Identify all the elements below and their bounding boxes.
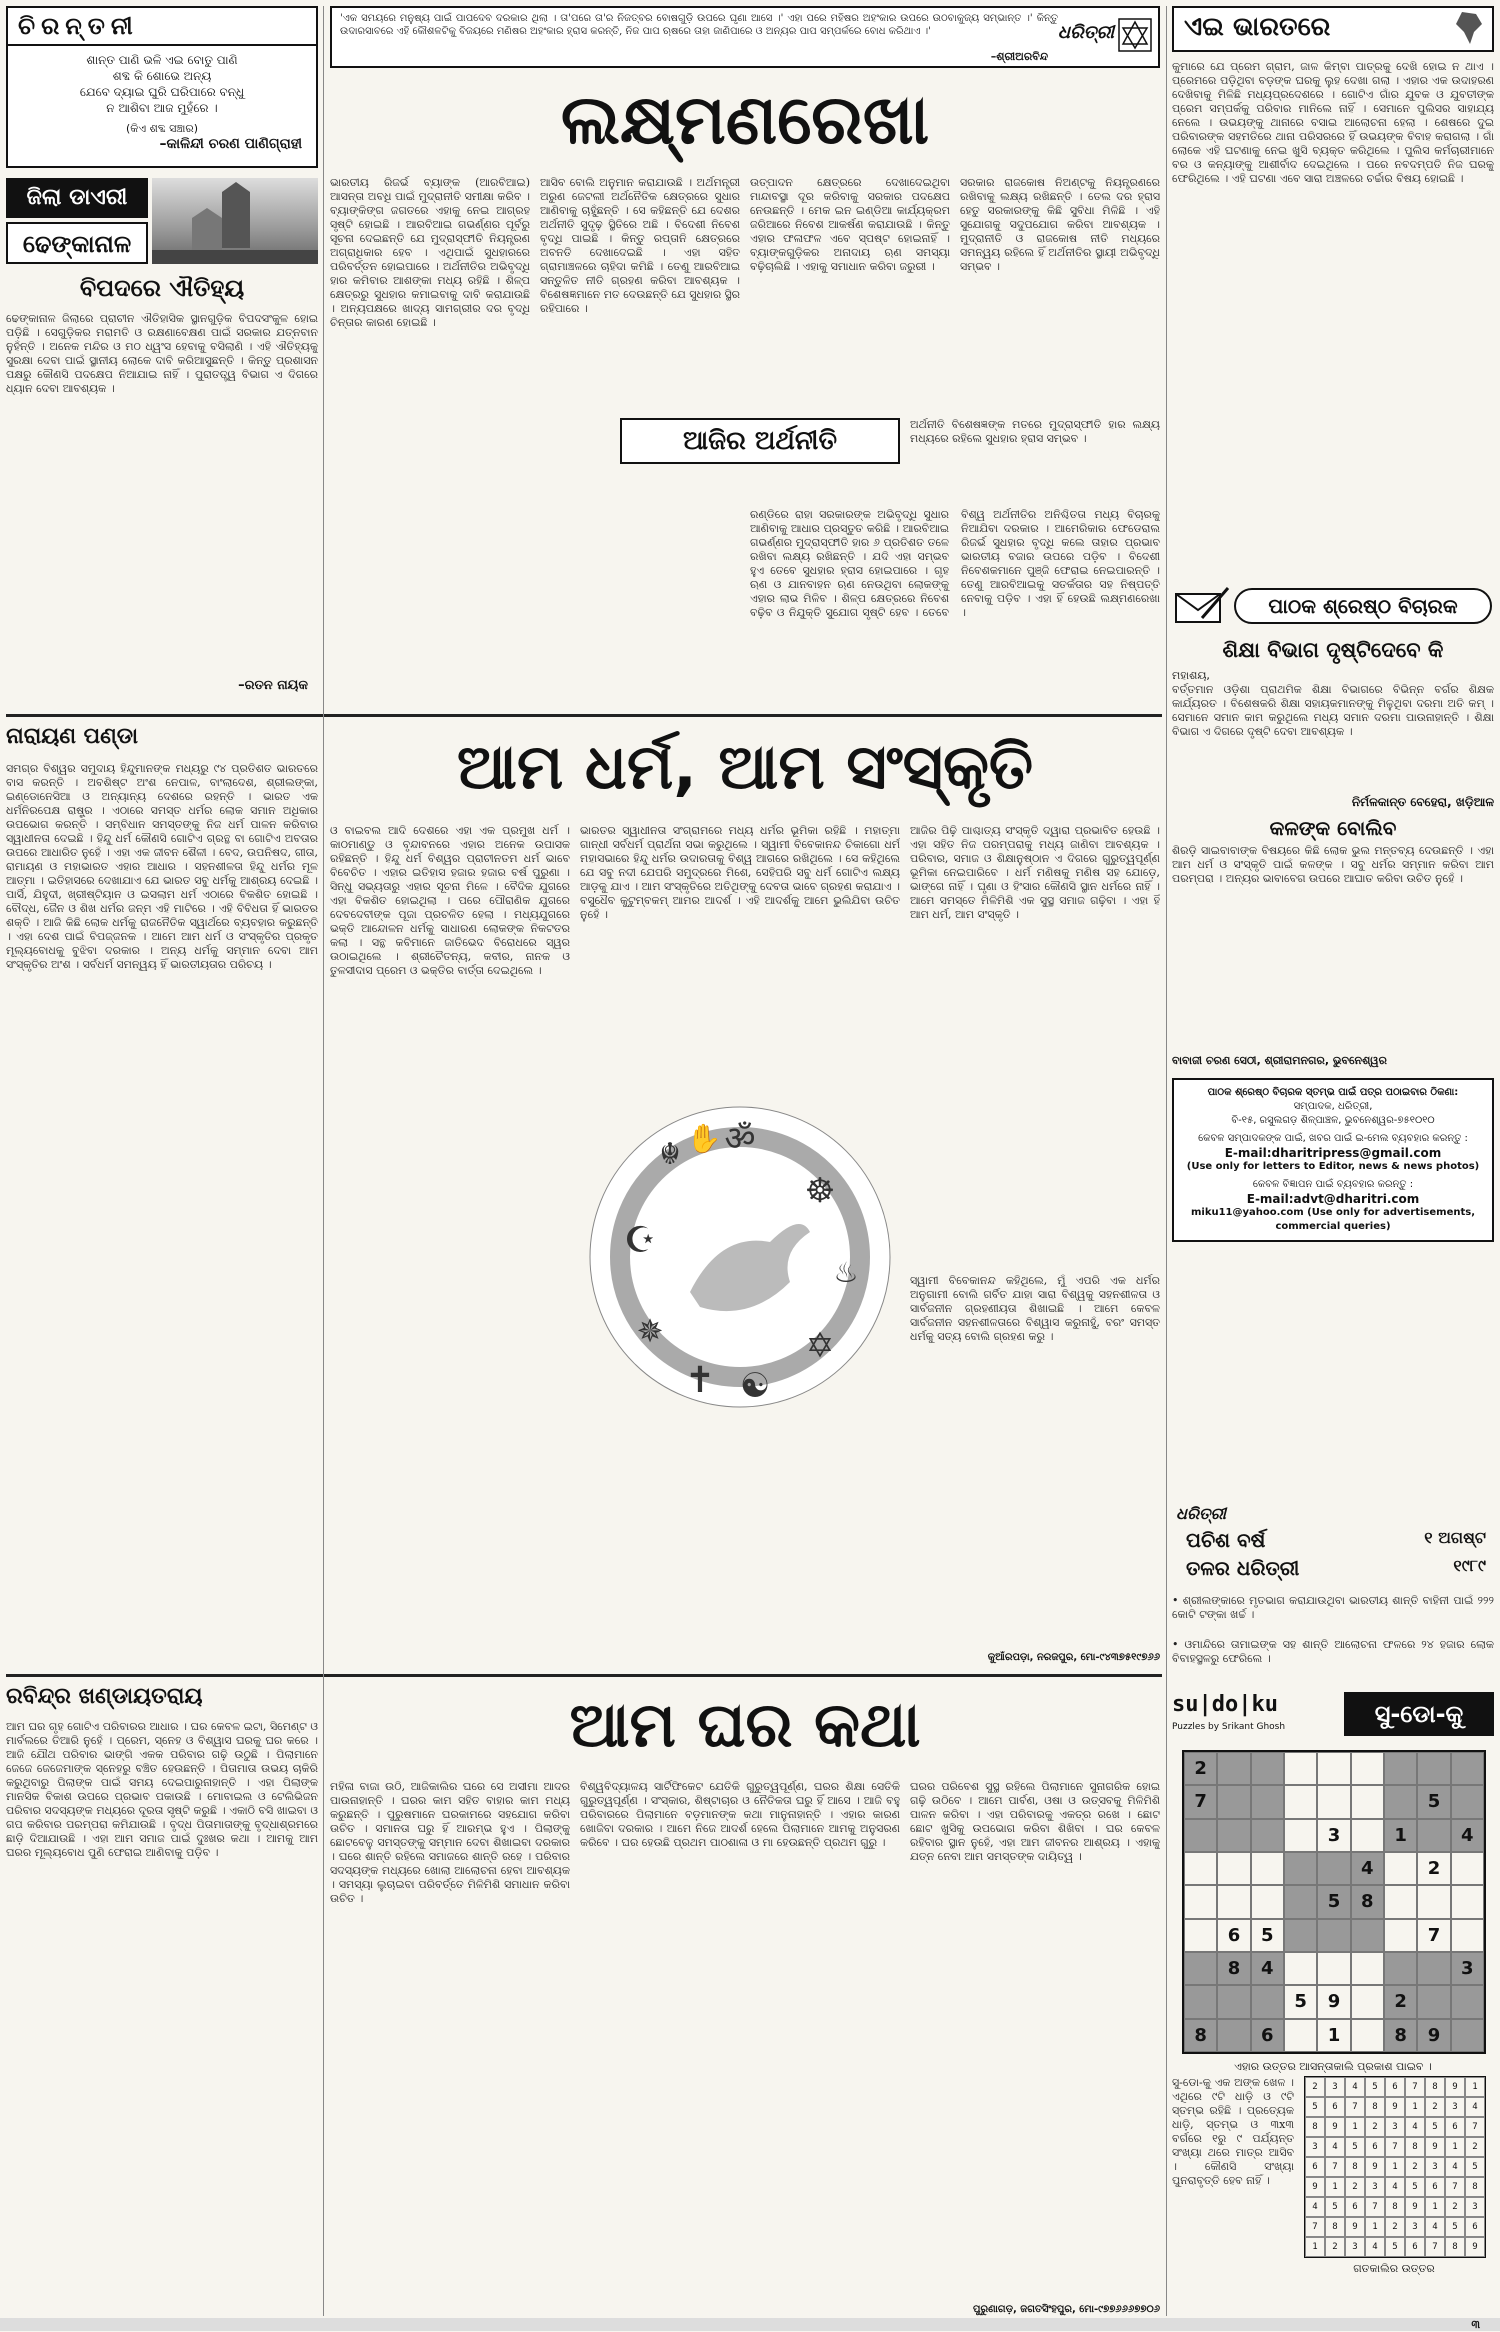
solution-cell: 4	[1405, 2117, 1425, 2137]
solution-cell: 8	[1385, 2197, 1405, 2217]
rabindra-place: ପୁରୁଣାଗଡ଼, ଜଗତସିଂହପୁର, ମୋ-୯୭୭୬୬୬୭୭୦୬	[973, 2304, 1160, 2315]
chirantani-source: (କିଏ ଶବ୍ଦ ସଞ୍ଚାର)	[125, 122, 199, 135]
solution-cell: 5	[1425, 2117, 1445, 2137]
solution-cell: 3	[1405, 2217, 1425, 2237]
sudoku-cell[interactable]	[1317, 1919, 1350, 1952]
lakshmanarekha-lower: ରଣ୍ଡିରେ ରାହା ସରକାରଙ୍କ ଅଭିବୃଦ୍ଧି ସୁଧାର ଆଣିବାକୁ ଆଧାର ପ୍ରସ୍ତୁତ କରିଛି । ଆରବିଆଇ ଗଭର୍ଣ୍ଣର ମୁଦ୍ରାସ୍ଫୀତି ହାର ୬ ପ୍ରତିଶତ ତଳେ ରଖିବା ଲକ୍ଷ୍ୟ ରଖିଛନ୍ତି । ଯଦି ଏହା ସମ୍ଭବ ହୁଏ ତେବେ ସୁଧହାର ହ୍ରାସ ହୋଇପାରେ । ଗୃହ ଋଣ ଓ ଯାନବାହନ ଋଣ ନେଉଥିବା ଲୋକଙ୍କୁ ଏହାର ଲାଭ ମିଳିବ । ଶିଳ୍ପ କ୍ଷେତ୍ରରେ ନିବେଶ ବଢ଼ିବ ଓ ନିଯୁକ୍ତି ସୁଯୋଗ ସୃଷ୍ଟି ହେବ । ତେବେ ବିଶ୍ୱ ଅର୍ଥନୀତିର ଅନିଶ୍ଚିତତା ମଧ୍ୟ ବିଚାରକୁ ନିଆଯିବା ଦରକାର । ଆମେରିକାର ଫେଡେରାଲ ରିଜର୍ଭ ସୁଧହାର ବୃଦ୍ଧି କଲେ ତାହାର ପ୍ରଭାବ ଭାରତୀୟ ବଜାର ଉପରେ ପଡ଼ିବ । ବିଦେଶୀ ନିବେଶକମାନେ ପୁଞ୍ଜି ଫେରାଇ ନେଇପାରନ୍ତି । ତେଣୁ ଆରବିଆଇକୁ ସତର୍କତାର ସହ ନିଷ୍ପତ୍ତି ନେବାକୁ ପଡ଼ିବ । ଏହା ହିଁ ହେଉଛି ଲକ୍ଷ୍ମଣରେଖା ।	[750, 508, 1160, 619]
sudoku-cell[interactable]: 8	[1384, 2019, 1417, 2052]
sudoku-cell[interactable]	[1451, 1919, 1484, 1952]
sudoku-cell[interactable]	[1417, 1985, 1450, 2018]
sudoku-cell[interactable]	[1284, 1852, 1317, 1885]
narayan-col3: ଭାରତର ସ୍ୱାଧୀନତା ସଂଗ୍ରାମରେ ମଧ୍ୟ ଧର୍ମର ଭୂମିକା ରହିଛି । ମହାତ୍ମା ଗାନ୍ଧୀ ସର୍ବଧର୍ମ ପ୍ରାର୍ଥନା ସଭା କରୁଥିଲେ । ସ୍ୱାମୀ ବିବେକାନନ୍ଦ ଚିକାଗୋ ଧର୍ମ ମହାସଭାରେ ହିନ୍ଦୁ ଧର୍ମର ଉଦାରତାକୁ ବିଶ୍ୱ ଆଗରେ ରଖିଥିଲେ । ସେ କହିଥିଲେ ଯେ ସବୁ ନଦୀ ଯେପରି ସମୁଦ୍ରରେ ମିଶେ, ସେହିପରି ସବୁ ଧର୍ମ ଗୋଟିଏ ଲକ୍ଷ୍ୟ ଆଡ଼କୁ ଯାଏ । ଆମ ସଂସ୍କୃତିରେ ଅତିଥିଙ୍କୁ ଦେବତା ଭାବେ ଗ୍ରହଣ କରାଯାଏ । ବସୁଧୈବ କୁଟୁମ୍ବକମ୍ ଆମର ଆଦର୍ଶ । ଏହି ଆଦର୍ଶକୁ ଆମେ ଭୁଲିଯିବା ଉଚିତ ନୁହେଁ ।	[580, 824, 900, 921]
sudoku-cell[interactable]	[1217, 1885, 1250, 1918]
email-editor[interactable]: E-mail:dharitripress@gmail.com	[1224, 1146, 1442, 1160]
sudoku-cell[interactable]	[1351, 1752, 1384, 1785]
sudoku-cell[interactable]	[1284, 1952, 1317, 1985]
anniversary-date1: ୧ ଅଗଷ୍ଟ	[1424, 1528, 1486, 1547]
pathaka-sign1: ନିର୍ମଳକାନ୍ତ ବେହେରା, ଖଡ଼ିଆଳ	[1351, 795, 1494, 809]
dharma-headline: ଆମ ଧର୍ମ, ଆମ ସଂସ୍କୃତି	[456, 730, 1034, 803]
section-rule-ghara	[6, 1674, 1162, 1677]
solution-cell: 7	[1445, 2177, 1465, 2197]
pathaka-address-box	[1172, 1078, 1494, 1242]
pathaka-headline: ଶିକ୍ଷା ବିଭାଗ ଦୃଷ୍ଟିଦେବେ କି	[1222, 638, 1444, 662]
pathaka-header	[1172, 584, 1494, 628]
sudoku-cell[interactable]	[1251, 1785, 1284, 1818]
solution-cell: 6	[1425, 2177, 1445, 2197]
sudoku-cell[interactable]: 1	[1317, 2019, 1350, 2052]
solution-cell: 3	[1305, 2137, 1325, 2157]
dharitri-logo: ଧରିତ୍ରୀ	[1057, 22, 1114, 43]
sudoku-cell[interactable]	[1317, 1952, 1350, 1985]
solution-cell: 8	[1345, 2157, 1365, 2177]
sudoku-cell[interactable]	[1384, 1852, 1417, 1885]
sudoku-cell[interactable]	[1284, 2019, 1317, 2052]
religious-symbols-wheel	[580, 1092, 900, 1422]
sudoku-cell[interactable]	[1317, 1785, 1350, 1818]
sudoku-subbrand: Puzzles by Srikant Ghosh	[1172, 1722, 1286, 1732]
sudoku-cell[interactable]: 7	[1417, 1919, 1450, 1952]
lakshmanarekha-headline: ଲକ୍ଷ୍ମଣରେଖା	[560, 81, 930, 160]
solution-cell: 1	[1385, 2157, 1405, 2177]
solution-cell: 2	[1425, 2097, 1445, 2117]
solution-cell: 4	[1445, 2157, 1465, 2177]
sudoku-footer: ଏହାର ଉତ୍ତର ଆସନ୍ତାକାଲି ପ୍ରକାଶ ପାଇବ ।	[1234, 2060, 1432, 2073]
solution-cell: 6	[1405, 2237, 1425, 2257]
pathaka-sign2: ବାବାଜୀ ଚରଣ ସେଠୀ, ଶ୍ରୀରାମନଗର, ଭୁବନେଶ୍ୱର	[1172, 1054, 1387, 1067]
solution-cell: 5	[1325, 2197, 1345, 2217]
solution-cell: 1	[1425, 2197, 1445, 2217]
lakshmanarekha-col3: ଉତ୍ପାଦନ କ୍ଷେତ୍ରରେ ଦେଖାଦେଇଥିବା ମାନ୍ଦାବସ୍ଥା ଦୂର କରିବାକୁ ସରକାର ପଦକ୍ଷେପ ନେଉଛନ୍ତି । ମେକ ଇନ ଇଣ୍ଡିଆ କାର୍ଯ୍ୟକ୍ରମ ଜରିଆରେ ନିବେଶ ଆକର୍ଷଣ କରାଯାଉଛି । କିନ୍ତୁ ଏହାର ଫଳାଫଳ ଏବେ ସ୍ପଷ୍ଟ ହୋଇନାହିଁ । ବ୍ୟାଙ୍କଗୁଡ଼ିକର ଅନାଦାୟ ଋଣ ସମସ୍ୟା ବଢ଼ିଚାଲିଛି । ଏହାକୁ ସମାଧାନ କରିବା ଜରୁରୀ ।	[750, 176, 950, 273]
sudoku-cell[interactable]	[1251, 1819, 1284, 1852]
sudoku-cell[interactable]	[1251, 1752, 1284, 1785]
solution-cell: 4	[1345, 2077, 1365, 2097]
ghara-headline: ଆମ ଘର କଥା	[569, 1688, 921, 1761]
solution-cell: 7	[1425, 2237, 1445, 2257]
temple-photo	[152, 178, 318, 264]
email-note2: କେବଳ ବିଜ୍ଞାପନ ପାଇଁ ବ୍ୟବହାର କରନ୍ତୁ :	[1252, 1179, 1414, 1190]
sudoku-cell[interactable]: 8	[1351, 1885, 1384, 1918]
pen-letter-icon	[1172, 584, 1230, 628]
sudoku-cell[interactable]	[1451, 1852, 1484, 1885]
jilla-diary-label: ଜିଲା ଡାଏରୀ	[6, 178, 148, 218]
sudoku-cell[interactable]	[1351, 2019, 1384, 2052]
chirantani-author: –କାଳିନ୍ଦୀ ଚରଣ ପାଣିଗ୍ରାହୀ	[159, 136, 302, 152]
pathaka-headline2: କଳଙ୍କ ବୋଲିବ	[1269, 816, 1397, 840]
narayan-place: କୁଆଁରପଡ଼ା, ନରଜପୁର, ମୋ-୯୪୩୭୫୧୯୭୬୬	[987, 1652, 1160, 1663]
address-intro: ପାଠକ ଶ୍ରେଷ୍ଠ ବିଚାରକ ସ୍ତମ୍ଭ ପାଇଁ ପତ୍ର ପଠାଇବାର ଠିକଣା:	[1207, 1087, 1459, 1098]
sudoku-cell[interactable]	[1217, 1852, 1250, 1885]
sudoku-solution-grid	[1304, 2076, 1486, 2258]
sudoku-cell[interactable]	[1384, 1952, 1417, 1985]
yin-yang-icon: ☯	[739, 1366, 771, 1406]
section-rule-dharma	[6, 714, 1162, 717]
solution-cell: 3	[1385, 2117, 1405, 2137]
solution-cell: 3	[1465, 2197, 1485, 2217]
solution-cell: 5	[1345, 2137, 1365, 2157]
solution-cell: 4	[1425, 2217, 1445, 2237]
solution-cell: 3	[1445, 2097, 1465, 2117]
jilla-diary-headline: ବିପଦରେ ଐତିହ୍ୟ	[79, 274, 245, 302]
solution-cell: 5	[1385, 2237, 1405, 2257]
sudoku-cell[interactable]	[1451, 1752, 1484, 1785]
solution-cell: 7	[1325, 2157, 1345, 2177]
sudoku-cell[interactable]: 5	[1417, 1785, 1450, 1818]
sudoku-cell[interactable]	[1417, 1819, 1450, 1852]
solution-cell: 6	[1385, 2077, 1405, 2097]
khanda-icon: ☬	[659, 1137, 681, 1172]
sudoku-cell[interactable]: 4	[1451, 1819, 1484, 1852]
page-footer	[0, 2318, 1500, 2331]
solution-cell: 9	[1305, 2177, 1325, 2197]
narayan-col4: ଆଜିର ପିଢ଼ି ପାଶ୍ଚାତ୍ୟ ସଂସ୍କୃତି ଦ୍ୱାରା ପ୍ରଭାବିତ ହେଉଛି । ଏହା ସହିତ ନିଜ ପରମ୍ପରାକୁ ମଧ୍ୟ ଜାଣିବା ଆବଶ୍ୟକ । ପରିବାର, ସମାଜ ଓ ଶିକ୍ଷାନୁଷ୍ଠାନ ଏ ଦିଗରେ ଗୁରୁତ୍ୱପୂର୍ଣ୍ଣ ଭୂମିକା ନେଇପାରିବେ । ଧର୍ମ ମଣିଷକୁ ମଣିଷ ସହ ଯୋଡ଼େ, ଭାଙ୍ଗେ ନାହିଁ । ଘୃଣା ଓ ହିଂସାର କୌଣସି ସ୍ଥାନ ଧର୍ମରେ ନାହିଁ । ଆମେ ସମସ୍ତେ ମିଳିମିଶି ଏକ ସୁସ୍ଥ ସମାଜ ଗଢ଼ିବା । ଏହା ହିଁ ଆମ ଧର୍ମ, ଆମ ସଂସ୍କୃତି ।	[910, 824, 1160, 921]
sudoku-cell[interactable]: 2	[1184, 1752, 1217, 1785]
solution-cell: 3	[1365, 2177, 1385, 2197]
ei-bharatare-title: ଏଇ ଭାରତରେ	[1184, 12, 1331, 42]
solution-cell: 1	[1445, 2137, 1465, 2157]
sudoku-cell[interactable]: 9	[1417, 2019, 1450, 2052]
sudoku-cell[interactable]	[1317, 1752, 1350, 1785]
anniversary-logo: ଧରିତ୍ରୀ	[1176, 1504, 1226, 1523]
sudoku-cell[interactable]	[1384, 1785, 1417, 1818]
solution-cell: 5	[1445, 2217, 1465, 2237]
solution-cell: 1	[1465, 2077, 1485, 2097]
sudoku-cell[interactable]	[1184, 1885, 1217, 1918]
page-number: ୩	[1471, 2318, 1480, 2331]
solution-cell: 6	[1465, 2217, 1485, 2237]
pathaka-label: ପାଠକ ଶ୍ରେଷ୍ଠ ବିଚାରକ	[1234, 588, 1492, 624]
solution-cell: 6	[1305, 2157, 1325, 2177]
sudoku-brand: su|do|ku	[1172, 1692, 1278, 1717]
solution-cell: 8	[1465, 2177, 1485, 2197]
sudoku-title: ସୁ-ଡୋ-କୁ	[1344, 1692, 1494, 1736]
sudoku-cell[interactable]: 6	[1217, 1919, 1250, 1952]
rabindra-col3: ବିଶ୍ୱବିଦ୍ୟାଳୟ ସାର୍ଟିଫିକେଟ ଯେତିକି ଗୁରୁତ୍ୱପୂର୍ଣ୍ଣ, ଘରର ଶିକ୍ଷା ସେତିକି ଗୁରୁତ୍ୱପୂର୍ଣ୍ଣ । ସଂସ୍କାର, ଶିଷ୍ଟାଚାର ଓ ନୈତିକତା ଘରୁ ହିଁ ଆସେ । ଆଜି ବହୁ ପରିବାରରେ ପିଲାମାନେ ବଡ଼ମାନଙ୍କ କଥା ମାନୁନାହାନ୍ତି । ଏହାର କାରଣ ଖୋଜିବା ଦରକାର । ଆମେ ନିଜେ ଆଦର୍ଶ ହେଲେ ପିଲାମାନେ ଆମକୁ ଅନୁସରଣ କରିବେ । ଘର ହେଉଛି ପ୍ରଥମ ପାଠଶାଳା ଓ ମା ହେଉଛନ୍ତି ପ୍ରଥମ ଗୁରୁ ।	[580, 1780, 900, 1849]
rabindra-byline: ରବିନ୍ଦ୍ର ଖଣ୍ଡାୟତରାୟ	[6, 1684, 203, 1709]
anniversary-line1: ପଚିଶ ବର୍ଷ	[1186, 1528, 1266, 1552]
sudoku-section	[1172, 1692, 1494, 2322]
sudoku-cell[interactable]: 9	[1317, 1985, 1350, 2018]
ei-bharatare-text: କୁମାରେ ଯେ ପ୍ରେମ ଗ୍ରାମ, ଜାଳ କିମ୍ବା ପାତ୍ରକୁ ଦେଖି ହୋଇ ନ ଥାଏ । ପ୍ରେମରେ ପଡ଼ିଥିବା ବଡ଼ଙ୍କ ଘରକୁ ଲୁହ ଦେଖା ଗଲା । ଏହାର ଏକ ଉଦାହରଣ ଦେଖିବାକୁ ମିଳିଛି ମଧ୍ୟପ୍ରଦେଶରେ । ଗୋଟିଏ ଗାଁର ଯୁବକ ଓ ଯୁବତୀଙ୍କ ପ୍ରେମ ସମ୍ପର୍କକୁ ପରିବାର ମାନିଲେ ନାହିଁ । ସେମାନେ ପୁଲିସର ସାହାଯ୍ୟ ନେଲେ । ଉଭୟଙ୍କୁ ଥାନାରେ ବସାଇ ଆଲୋଚନା ହେଲା । ଶେଷରେ ଦୁଇ ପରିବାରଙ୍କ ସହମତିରେ ଥାନା ପରିସରରେ ହିଁ ଉଭୟଙ୍କ ବିବାହ କରାଗଲା । ଗାଁ ଲୋକେ ଏହି ଘଟଣାକୁ ନେଇ ଖୁସି ବ୍ୟକ୍ତ କରିଥିଲେ । ପୁଲିସ କର୍ମଚାରୀମାନେ ବର ଓ କନ୍ୟାଙ୍କୁ ଆଶୀର୍ବାଦ ଦେଇଥିଲେ । ପରେ ନବଦମ୍ପତି ନିଜ ଘରକୁ ଫେରିଥିଲେ । ଏହି ଘଟଣା ଏବେ ସାରା ଅଞ୍ଚଳରେ ଚର୍ଚ୍ଚାର ବିଷୟ ହୋଇଛି ।	[1172, 60, 1494, 185]
solution-cell: 1	[1405, 2097, 1425, 2117]
sudoku-cell[interactable]	[1351, 1952, 1384, 1985]
star-icon: ✵	[636, 1312, 664, 1350]
sudoku-cell[interactable]	[1217, 1819, 1250, 1852]
sudoku-cell[interactable]	[1217, 1785, 1250, 1818]
solution-cell: 8	[1365, 2097, 1385, 2117]
sudoku-cell[interactable]: 4	[1251, 1952, 1284, 1985]
sudoku-cell[interactable]	[1384, 1885, 1417, 1918]
solution-cell: 7	[1385, 2137, 1405, 2157]
temple-illustration	[152, 178, 318, 264]
solution-cell: 5	[1405, 2177, 1425, 2197]
solution-cell: 4	[1325, 2137, 1345, 2157]
solution-cell: 6	[1365, 2137, 1385, 2157]
jilla-diary-author: –ରତନ ନାୟକ	[238, 678, 308, 693]
solution-cell: 8	[1405, 2137, 1425, 2157]
sudoku-cell[interactable]	[1184, 1819, 1217, 1852]
address-name: ସମ୍ପାଦକ, ଧରିତ୍ରୀ,	[1293, 1101, 1373, 1112]
sudoku-cell[interactable]	[1251, 1985, 1284, 2018]
chirantani-poem: ଶାନ୍ତ ପାଣି ଭଳି ଏଇ ବୋତୁ ପାଣି ଶବ୍ଦ କି ଶୋଭେ ଅନ୍ୟ ଯେବେ ଦ୍ୟାଇ ଘୁରି ଘରିପାରେ ବନ୍ଧୁ ନ ଆଶିବା ଆଜ ମୁହଁରେ ।	[79, 53, 245, 115]
anniversary-line2: ତଳର ଧରିତ୍ରୀ	[1186, 1556, 1300, 1580]
sudoku-cell[interactable]	[1451, 2019, 1484, 2052]
solution-cell: 7	[1305, 2217, 1325, 2237]
religion-symbols-illustration	[580, 1092, 900, 1422]
solution-cell: 8	[1445, 2237, 1465, 2257]
pathaka-section	[1172, 584, 1494, 1494]
cross-icon: ✝	[684, 1360, 716, 1401]
sudoku-cell[interactable]: 5	[1284, 1985, 1317, 2018]
quote-box	[330, 6, 1160, 68]
anniversary-bullet-1: • ଶ୍ରୀଲଙ୍କାରେ ମୃତଭାଗ କରାଯାଉଥିବା ଭାରତୀୟ ଶାନ୍ତି ବାହିନୀ ପାଇଁ ୨୨୨ କୋଟି ଟଙ୍କା ଖର୍ଚ୍ଚ ।	[1172, 1594, 1494, 1636]
solution-cell: 3	[1325, 2077, 1345, 2097]
sudoku-cell[interactable]	[1251, 1852, 1284, 1885]
sudoku-cell[interactable]	[1284, 1819, 1317, 1852]
sudoku-cell[interactable]	[1351, 1785, 1384, 1818]
sudoku-cell[interactable]	[1384, 1919, 1417, 1952]
pathaka-letter1: ବର୍ତ୍ତମାନ ଓଡ଼ିଶା ପ୍ରାଥମିକ ଶିକ୍ଷା ବିଭାଗରେ ବିଭିନ୍ନ ବର୍ଗର ଶିକ୍ଷକ କାର୍ଯ୍ୟରତ । ବିଶେଷକରି ଶିକ୍ଷା ସହାୟକମାନଙ୍କୁ ମିଳୁଥିବା ଦରମା ଅତି କମ୍ । ସେମାନେ ସମାନ କାମ କରୁଥିଲେ ମଧ୍ୟ ସମାନ ଦରମା ପାଉନାହାନ୍ତି । ଶିକ୍ଷା ବିଭାଗ ଏ ଦିଗରେ ଦୃଷ୍ଟି ଦେବା ଆବଶ୍ୟକ ।	[1172, 683, 1494, 738]
lakshmanarekha-col2: ଆସିବ ବୋଲି ଅନୁମାନ କରାଯାଉଛି । ଅର୍ଥମନ୍ତ୍ରୀ ଅରୁଣ ଜେଟଲୀ ଅର୍ଥନୈତିକ କ୍ଷେତ୍ରରେ ସୁଧାର ଆଣିବାକୁ ଚାହୁଁଛନ୍ତି । ସେ କହିଛନ୍ତି ଯେ ଦେଶର ଅର୍ଥନୀତି ସୁଦୃଢ଼ ସ୍ଥିତିରେ ଅଛି । ବିଦେଶୀ ନିବେଶ ବୃଦ୍ଧି ପାଇଛି । କିନ୍ତୁ ରପ୍ତାନି କ୍ଷେତ୍ରରେ ଅବନତି ଦେଖାଦେଇଛି । ଏହା ସହିତ ଗ୍ରାମାଞ୍ଚଳରେ ଚାହିଦା କମିଛି । ତେଣୁ ଆରବିଆଇ ସନ୍ତୁଳିତ ନୀତି ଗ୍ରହଣ କରିବା ଆବଶ୍ୟକ । ବିଶେଷଜ୍ଞମାନେ ମତ ଦେଉଛନ୍ତି ଯେ ସୁଧହାର ସ୍ଥିର ରହିପାରେ ।	[540, 176, 740, 315]
sudoku-cell[interactable]: 8	[1184, 2019, 1217, 2052]
solution-cell: 9	[1425, 2137, 1445, 2157]
sudoku-solution-label: ଗତକାଲିର ଉତ୍ତର	[1353, 2262, 1435, 2275]
solution-cell: 1	[1365, 2217, 1385, 2237]
sudoku-cell[interactable]	[1351, 1985, 1384, 2018]
solution-cell: 6	[1445, 2117, 1465, 2137]
sudoku-cell[interactable]: 2	[1417, 1852, 1450, 1885]
solution-cell: 9	[1465, 2237, 1485, 2257]
solution-cell: 2	[1385, 2217, 1405, 2237]
solution-cell: 6	[1345, 2197, 1365, 2217]
sudoku-cell[interactable]	[1384, 1752, 1417, 1785]
solution-cell: 4	[1465, 2097, 1485, 2117]
sudoku-header	[1172, 1692, 1494, 1740]
solution-cell: 2	[1365, 2117, 1385, 2137]
pathaka-salutation: ମହାଶୟ,	[1172, 669, 1210, 682]
solution-cell: 9	[1365, 2157, 1385, 2177]
jilla-diary-text: ଢେଙ୍କାନାଳ ଜିଲାରେ ପ୍ରାଚୀନ ଐତିହାସିକ ସ୍ଥାନଗୁଡ଼ିକ ବିପଦସଂକୁଳ ହୋଇ ପଡ଼ିଛି । ସେଗୁଡ଼ିକର ମରାମତି ଓ ରକ୍ଷଣାବେକ୍ଷଣ ପାଇଁ ସରକାର ଯତ୍ନବାନ ନୁହଁନ୍ତି । ଅନେକ ମନ୍ଦିର ଓ ମଠ ଧ୍ୱଂସ ହେବାକୁ ବସିଲାଣି । ଏହି ଐତିହ୍ୟକୁ ସୁରକ୍ଷା ଦେବା ପାଇଁ ସ୍ଥାନୀୟ ଲୋକେ ଦାବି କରିଆସୁଛନ୍ତି । କିନ୍ତୁ ପ୍ରଶାସନ ପକ୍ଷରୁ କୌଣସି ପଦକ୍ଷେପ ନିଆଯାଇ ନାହିଁ । ପୁରାତତ୍ତ୍ୱ ବିଭାଗ ଏ ଦିଗରେ ଧ୍ୟାନ ଦେବା ଆବଶ୍ୟକ ।	[6, 312, 318, 395]
sudoku-cell[interactable]	[1417, 1952, 1450, 1985]
narayan-col2: ଓ ବାଇବଲ ଆଦି ଦେଶରେ ଏହା ଏକ ପ୍ରମୁଖ ଧର୍ମ । କାଠମାଣ୍ଡୁ ଓ ବୃନ୍ଦାବନରେ ଏହାର ଅନେକ ଉପାସକ ରହିଛନ୍ତି । ହିନ୍ଦୁ ଧର୍ମ ବିଶ୍ୱର ପ୍ରାଚୀନତମ ଧର୍ମ ଭାବେ ବିବେଚିତ । ଏହାର ଇତିହାସ ହଜାର ହଜାର ବର୍ଷ ପୁରୁଣା । ସିନ୍ଧୁ ସଭ୍ୟତାରୁ ଏହାର ସୂଚନା ମିଳେ । ବୈଦିକ ଯୁଗରେ ଏହା ବିକଶିତ ହୋଇଥିଲା । ପରେ ପୌରାଣିକ ଯୁଗରେ ଦେବଦେବୀଙ୍କ ପୂଜା ପ୍ରଚଳିତ ହେଲା । ମଧ୍ୟଯୁଗରେ ଭକ୍ତି ଆନ୍ଦୋଳନ ଧର୍ମକୁ ସାଧାରଣ ଲୋକଙ୍କ ନିକଟତର କଲା । ସନ୍ଥ କବିମାନେ ଜାତିଭେଦ ବିରୋଧରେ ସ୍ୱର ଉଠାଇଥିଲେ । ଶ୍ରୀଚୈତନ୍ୟ, କବୀର, ନାନକ ଓ ତୁଳସୀଦାସ ପ୍ରେମ ଓ ଭକ୍ତିର ବାର୍ତ୍ତା ଦେଇଥିଲେ ।	[330, 824, 570, 977]
rabindra-col1: ଆମ ଘର ଗୃହ ଗୋଟିଏ ପରିବାରର ଆଧାର । ଘର କେବଳ ଇଟା, ସିମେଣ୍ଟ ଓ ମାର୍ବଲରେ ତିଆରି ନୁହେଁ । ପ୍ରେମ, ସ୍ନେହ ଓ ବିଶ୍ୱାସ ଘରକୁ ଘର କରେ । ଆଜି ଯୌଥ ପରିବାର ଭାଙ୍ଗି ଏକକ ପରିବାର ଗଢ଼ି ଉଠୁଛି । ପିଲାମାନେ ଜେଜେ ଜେଜେମାଙ୍କ ସ୍ନେହରୁ ବଞ୍ଚିତ ହେଉଛନ୍ତି । ପିତାମାତା ଉଭୟ ଚାକିରି କରୁଥିବାରୁ ପିଲାଙ୍କ ପାଇଁ ସମୟ ଦେଇପାରୁନାହାନ୍ତି । ଏହା ପିଲାଙ୍କ ମାନସିକ ବିକାଶ ଉପରେ ପ୍ରଭାବ ପକାଉଛି । ମୋବାଇଲ ଓ ଟେଲିଭିଜନ ପରିବାର ସଦସ୍ୟଙ୍କ ମଧ୍ୟରେ ଦୂରତା ସୃଷ୍ଟି କରୁଛି । ଏକାଠି ବସି ଖାଇବା ଓ ଗପ କରିବାର ପରମ୍ପରା କମିଯାଉଛି । ବୃଦ୍ଧ ପିତାମାତାଙ୍କୁ ବୃଦ୍ଧାଶ୍ରମରେ ଛାଡ଼ି ଦିଆଯାଉଛି । ଏହା ଆମ ସମାଜ ପାଇଁ ଦୁଃଖର କଥା । ଆମକୁ ଆମ ଘରର ମୂଲ୍ୟବୋଧ ପୁଣି ଫେରାଇ ଆଣିବାକୁ ପଡ଼ିବ ।	[6, 1720, 318, 1859]
sudoku-cell[interactable]	[1417, 1752, 1450, 1785]
solution-cell: 4	[1385, 2177, 1405, 2197]
sudoku-cell[interactable]: 7	[1184, 1785, 1217, 1818]
sudoku-cell[interactable]	[1284, 1785, 1317, 1818]
anniversary-bullet-2: • ଓମାନ୍ଦିରେ ତାମାଇଙ୍କ ସହ ଶାନ୍ତି ଆଲୋଚନା ଫଳରେ ୨୪ ହଜାର ଲୋକ ବିବାହସ୍ଥଳରୁ ଫେରିଲେ ।	[1172, 1638, 1494, 1680]
anniversary-section	[1172, 1504, 1494, 1680]
chirantani-title: ଚିରନ୍ତନୀ	[8, 8, 316, 46]
solution-cell: 4	[1365, 2237, 1385, 2257]
solution-cell: 2	[1405, 2157, 1425, 2177]
sudoku-cell[interactable]	[1184, 1852, 1217, 1885]
dharma-wheel-icon: ☸	[804, 1171, 836, 1211]
narayan-col4b: ସ୍ୱାମୀ ବିବେକାନନ୍ଦ କହିଥିଲେ, ମୁଁ ଏପରି ଏକ ଧର୍ମର ଅନୁଗାମୀ ବୋଲି ଗର୍ବିତ ଯାହା ସାରା ବିଶ୍ୱକୁ ସହନଶୀଳତା ଓ ସାର୍ବଜନୀନ ଗ୍ରହଣୀୟତା ଶିଖାଇଛି । ଆମେ କେବଳ ସାର୍ବଜନୀନ ସହନଶୀଳତାରେ ବିଶ୍ୱାସ କରୁନାହୁଁ, ବରଂ ସମସ୍ତ ଧର୍ମକୁ ସତ୍ୟ ବୋଲି ଗ୍ରହଣ କରୁ ।	[910, 1274, 1160, 1343]
sudoku-grid[interactable]	[1182, 1750, 1486, 2054]
sudoku-cell[interactable]	[1184, 1919, 1217, 1952]
solution-cell: 1	[1305, 2237, 1325, 2257]
solution-cell: 3	[1345, 2237, 1365, 2257]
ajira-arthaniti-label: ଆଜିର ଅର୍ଥନୀତି	[683, 426, 837, 456]
sudoku-cell[interactable]	[1451, 1985, 1484, 2018]
sudoku-cell[interactable]: 6	[1251, 2019, 1284, 2052]
solution-cell: 2	[1345, 2177, 1365, 2197]
sudoku-cell[interactable]	[1217, 1752, 1250, 1785]
address-line: ବି-୧୫, ରସୁଲଗଡ଼ ଶିଳ୍ପାଞ୍ଚଳ, ଭୁବନେଶ୍ୱର-୭୫୧୦୧୦	[1231, 1115, 1435, 1126]
sudoku-cell[interactable]	[1284, 1752, 1317, 1785]
jilla-diary-section	[6, 178, 318, 708]
ei-bharatare-header	[1172, 6, 1494, 52]
solution-cell: 9	[1445, 2077, 1465, 2097]
sudoku-cell[interactable]: 5	[1251, 1919, 1284, 1952]
crescent-icon: ☪	[623, 1220, 657, 1261]
rabindra-col2: ମହିଳା ବାଜା ଉଠି, ଆଜିକାଲିର ଘରେ ସେ ଅସୀମା ଆଦର ପାଉନାହାନ୍ତି । ଘରର କାମ ସହିତ ବାହାର କାମ ମଧ୍ୟ କରୁଛନ୍ତି । ପୁରୁଷମାନେ ଘରକାମରେ ସହଯୋଗ କରିବା ଉଚିତ । ସମାନତା ଘରୁ ହିଁ ଆରମ୍ଭ ହୁଏ । ପିଲାଙ୍କୁ ଛୋଟବେଳୁ ସମସ୍ତଙ୍କୁ ସମ୍ମାନ ଦେବା ଶିଖାଇବା ଦରକାର । ଘରେ ଶାନ୍ତି ରହିଲେ ସମାଜରେ ଶାନ୍ତି ରହେ । ପରିବାର ସଦସ୍ୟଙ୍କ ମଧ୍ୟରେ ଖୋଲା ଆଲୋଚନା ହେବା ଆବଶ୍ୟକ । ସମସ୍ୟା ଲୁଚାଇବା ପରିବର୍ତ୍ତେ ମିଳିମିଶି ସମାଧାନ କରିବା ଉଚିତ ।	[330, 1780, 570, 1905]
india-map-icon	[1452, 10, 1486, 46]
column-rule-right	[1166, 6, 1167, 2316]
sudoku-cell[interactable]: 2	[1384, 1985, 1417, 2018]
solution-cell: 2	[1305, 2077, 1325, 2097]
lakshmanarekha-col1: ଭାରତୀୟ ରିଜର୍ଭ ବ୍ୟାଙ୍କ (ଆରବିଆଇ) ଆସନ୍ତା ଅବଧି ପାଇଁ ମୁଦ୍ରାନୀତି ସମୀକ୍ଷା କରିବ । ବ୍ୟାଙ୍କିଙ୍ଗ ଜଗତରେ ଏହାକୁ ନେଇ ଆଗ୍ରହ ସୃଷ୍ଟି ହୋଇଛି । ଆରବିଆଇ ଗଭର୍ଣ୍ଣର ପୂର୍ବରୁ ସୂଚନା ଦେଇଛନ୍ତି ଯେ ମୁଦ୍ରାସ୍ଫୀତି ନିୟନ୍ତ୍ରଣ ଅଗ୍ରାଧିକାର ହେବ । ଏଥିପାଇଁ ସୁଧହାରରେ ପରିବର୍ତ୍ତନ ହୋଇପାରେ । ଅର୍ଥନୀତିର ଅଭିବୃଦ୍ଧି ହାର କମିବାର ଆଶଙ୍କା ମଧ୍ୟ ରହିଛି । ଶିଳ୍ପ କ୍ଷେତ୍ରରୁ ସୁଧହାର କମାଇବାକୁ ଦାବି କରାଯାଉଛି । ଅନ୍ୟପକ୍ଷରେ ଖାଦ୍ୟ ସାମଗ୍ରୀର ଦର ବୃଦ୍ଧି ଚିନ୍ତାର କାରଣ ହୋଇଛି ।	[330, 176, 530, 329]
solution-cell: 5	[1365, 2077, 1385, 2097]
sudoku-cell[interactable]	[1217, 2019, 1250, 2052]
solution-cell: 9	[1385, 2097, 1405, 2117]
sudoku-cell[interactable]	[1351, 1919, 1384, 1952]
lakshmanarekha-col4: ସରକାର ରାଜକୋଷ ନିଅଣ୍ଟକୁ ନିୟନ୍ତ୍ରଣରେ ରଖିବାକୁ ଲକ୍ଷ୍ୟ ରଖିଛନ୍ତି । ତେଲ ଦର ହ୍ରାସ ହେତୁ ସରକାରଙ୍କୁ କିଛି ସୁବିଧା ମିଳିଛି । ଏହି ସୁଯୋଗକୁ ସଦୁପଯୋଗ କରିବା ଆବଶ୍ୟକ । ମୁଦ୍ରାନୀତି ଓ ରାଜକୋଷ ନୀତି ମଧ୍ୟରେ ସମନ୍ୱୟ ରହିଲେ ହିଁ ଅର୍ଥନୀତିର ସ୍ଥାୟୀ ଅଭିବୃଦ୍ଧି ସମ୍ଭବ ।	[960, 176, 1160, 273]
star-logo-icon	[1118, 18, 1152, 52]
district-name: ଢେଙ୍କାନାଳ	[6, 222, 148, 264]
solution-cell: 5	[1465, 2157, 1485, 2177]
solution-cell: 8	[1425, 2077, 1445, 2097]
sudoku-cell[interactable]	[1351, 1819, 1384, 1852]
sudoku-cell[interactable]	[1451, 1885, 1484, 1918]
quote-text: 'ଏକ ସମୟରେ ମନୁଷ୍ୟ ପାଇଁ ପାପଦେବ ଦରକାର ଥିଲା । ତା'ପରେ ତା'ର ନିଜତ୍ବର ବୋଷଗୁଡ଼ି ଉପରେ ଘୃଣା ଆସେ ।' ଏହା ପରେ ମହିଷର ଅହଂକାର ଉପରେ ଉଠବାକୁଜ୍ୟ ସମ୍ଭାନ୍ତ ।' କିନ୍ତୁ ଉଦାରସାବରେ ଏହି କୌଶଳଟିକୁ ବିଜୟରେ ମଣିଷର ଅହଂକାର ହ୍ରାସ କରନ୍ତି, ନିଜ ପାପ ଋଷରେ ତାହା ଜାଣିପାରେ ଓ ଅନ୍ୟର ପାପ ସମ୍ପର୍କରେ ବୋଧ କରିଥାଏ ।'	[340, 13, 1058, 37]
solution-cell: 9	[1345, 2217, 1365, 2237]
quote-attribution: –ଶ୍ରୀଅରବିନ୍ଦ	[990, 50, 1048, 63]
solution-cell: 3	[1425, 2157, 1445, 2177]
lamp-icon: ♨	[833, 1256, 859, 1289]
sudoku-cell[interactable]	[1217, 1985, 1250, 2018]
sudoku-cell[interactable]	[1317, 1852, 1350, 1885]
narayan-byline: ନାରାୟଣ ପଣ୍ଡା	[6, 724, 139, 749]
sudoku-cell[interactable]: 1	[1384, 1819, 1417, 1852]
star-of-david-icon: ✡	[805, 1326, 835, 1366]
solution-cell: 8	[1305, 2117, 1325, 2137]
solution-cell: 1	[1345, 2117, 1365, 2137]
solution-cell: 7	[1405, 2077, 1425, 2097]
sudoku-cell[interactable]	[1451, 1785, 1484, 1818]
rabindra-col4: ଘରର ପରିବେଶ ସୁସ୍ଥ ରହିଲେ ପିଲାମାନେ ସୁନାଗରିକ ହୋଇ ଗଢ଼ି ଉଠିବେ । ଆମେ ପାର୍ବଣ, ଓଷା ଓ ଉତ୍ସବକୁ ମିଳିମିଶି ପାଳନ କରିବା । ଏହା ପରିବାରକୁ ଏକତ୍ର ରଖେ । ଛୋଟ ଛୋଟ ଖୁସିକୁ ଉପଭୋଗ କରିବା ଶିଖିବା । ଘର କେବଳ ରହିବାର ସ୍ଥାନ ନୁହେଁ, ଏହା ଆମ ଜୀବନର ଆଶ୍ରୟ । ଏହାକୁ ଯତ୍ନ ନେବା ଆମ ସମସ୍ତଙ୍କ ଦାୟିତ୍ୱ ।	[910, 1780, 1160, 1863]
solution-cell: 5	[1305, 2097, 1325, 2117]
sudoku-cell[interactable]	[1184, 1985, 1217, 2018]
solution-cell: 2	[1445, 2197, 1465, 2217]
solution-cell: 6	[1325, 2097, 1345, 2117]
solution-cell: 9	[1405, 2197, 1425, 2217]
sudoku-cell[interactable]	[1417, 1885, 1450, 1918]
email-editor-note: (Use only for letters to Editor, news & news photos)	[1186, 1161, 1480, 1172]
ajira-arthaniti-box	[620, 418, 900, 464]
solution-cell: 7	[1345, 2097, 1365, 2117]
solution-cell: 8	[1325, 2217, 1345, 2237]
email-advt[interactable]: E-mail:advt@dharitri.com	[1246, 1192, 1420, 1206]
sudoku-cell[interactable]	[1284, 1885, 1317, 1918]
pathaka-letter2: ଶିରଡ଼ି ସାଇବାବାଙ୍କ ବିଷୟରେ କିଛି ଲୋକ ଭୁଲ ମନ୍ତବ୍ୟ ଦେଉଛନ୍ତି । ଏହା ଆମ ଧର୍ମ ଓ ସଂସ୍କୃତି ପାଇଁ କଳଙ୍କ । ସବୁ ଧର୍ମର ସମ୍ମାନ କରିବା ଆମ ପରମ୍ପରା । ଅନ୍ୟର ଭାବାବେଗ ଉପରେ ଆଘାତ କରିବା ଉଚିତ ନୁହେଁ ।	[1172, 844, 1494, 885]
sudoku-cell[interactable]	[1284, 1919, 1317, 1952]
solution-cell: 2	[1465, 2137, 1485, 2157]
anniversary-date2: ୧୯୮୯	[1453, 1556, 1486, 1575]
solution-cell: 7	[1465, 2117, 1485, 2137]
sudoku-cell[interactable]	[1184, 1952, 1217, 1985]
solution-cell: 4	[1305, 2197, 1325, 2217]
sudoku-cell[interactable]: 8	[1217, 1952, 1250, 1985]
column-rule-left	[323, 6, 324, 2316]
solution-cell: 7	[1365, 2197, 1385, 2217]
ajira-arthaniti-text: ଅର୍ଥନୀତି ବିଶେଷଜ୍ଞଙ୍କ ମତରେ ମୁଦ୍ରାସ୍ଫୀତି ହାର ଲକ୍ଷ୍ୟ ମଧ୍ୟରେ ରହିଲେ ସୁଧହାର ହ୍ରାସ ସମ୍ଭବ ।	[910, 418, 1160, 445]
email-note1: କେବଳ ସମ୍ପାଦକଙ୍କ ପାଇଁ, ଖବର ପାଇଁ ଇ-ମେଲ ବ୍ୟବହାର କରନ୍ତୁ :	[1198, 1133, 1468, 1144]
sudoku-how-to: ସୁ-ଡୋ-କୁ ଏକ ଅଙ୍କ ଖେଳ । ଏଥିରେ ୯ଟି ଧାଡ଼ି ଓ ୯ଟି ସ୍ତମ୍ଭ ରହିଛି । ପ୍ରତ୍ୟେକ ଧାଡ଼ି, ସ୍ତମ୍ଭ ଓ ୩x୩ ବର୍ଗରେ ୧ରୁ ୯ ପର୍ଯ୍ୟନ୍ତ ସଂଖ୍ୟା ଥରେ ମାତ୍ର ଆସିବ । କୌଣସି ସଂଖ୍ୟା ପୁନରାବୃତ୍ତି ହେବ ନାହିଁ ।	[1172, 2076, 1294, 2187]
sudoku-cell[interactable]	[1251, 1885, 1284, 1918]
narayan-col1: ସମଗ୍ର ବିଶ୍ୱର ସମୁଦାୟ ହିନ୍ଦୁମାନଙ୍କ ମଧ୍ୟରୁ ୯୪ ପ୍ରତିଶତ ଭାରତରେ ବାସ କରନ୍ତି । ଅବଶିଷ୍ଟ ଅଂଶ ନେପାଳ, ବାଂଲାଦେଶ, ଶ୍ରୀଲଙ୍କା, ଇଣ୍ଡୋନେସିଆ ଓ ଅନ୍ୟାନ୍ୟ ଦେଶରେ ରହନ୍ତି । ଭାରତ ଏକ ଧର୍ମନିରପେକ୍ଷ ରାଷ୍ଟ୍ର । ଏଠାରେ ସମସ୍ତ ଧର୍ମର ଲୋକ ସମାନ ଅଧିକାର ଉପଭୋଗ କରନ୍ତି । ସମ୍ବିଧାନ ସମସ୍ତଙ୍କୁ ନିଜ ଧର୍ମ ପାଳନ କରିବାର ସ୍ୱାଧୀନତା ଦେଇଛି । ହିନ୍ଦୁ ଧର୍ମ କୌଣସି ଗୋଟିଏ ଗ୍ରନ୍ଥ ବା ଗୋଟିଏ ଅବତାର ଉପରେ ଆଧାରିତ ନୁହେଁ । ଏହା ଏକ ଜୀବନ ଶୈଳୀ । ବେଦ, ଉପନିଷଦ, ଗୀତା, ରାମାୟଣ ଓ ମହାଭାରତ ଏହାର ଆଧାର । ସହନଶୀଳତା ହିନ୍ଦୁ ଧର୍ମର ମୂଳ ଆତ୍ମା । ଇତିହାସରେ ଦେଖାଯାଏ ଯେ ଭାରତ ସବୁ ଧର୍ମକୁ ଆଶ୍ରୟ ଦେଇଛି । ପାର୍ସି, ଯିହୁଦୀ, ଖ୍ରୀଷ୍ଟିୟାନ ଓ ଇସଲାମ ଧର୍ମ ଏଠାରେ ବିକଶିତ ହୋଇଛି । ବୌଦ୍ଧ, ଜୈନ ଓ ଶିଖ ଧର୍ମର ଜନ୍ମ ଏହି ମାଟିରେ । ଏହି ବିବିଧତା ହିଁ ଭାରତର ଶକ୍ତି । ଆଜି କିଛି ଲୋକ ଧର୍ମକୁ ରାଜନୈତିକ ସ୍ୱାର୍ଥରେ ବ୍ୟବହାର କରୁଛନ୍ତି । ଏହା ଦେଶ ପାଇଁ ବିପଜ୍ଜନକ । ଆମେ ଆମ ଧର୍ମ ଓ ସଂସ୍କୃତିର ପ୍ରକୃତ ମୂଲ୍ୟବୋଧକୁ ବୁଝିବା ଦରକାର । ଅନ୍ୟ ଧର୍ମକୁ ସମ୍ମାନ ଦେବା ଆମ ସଂସ୍କୃତିର ଅଂଶ । ସର୍ବଧର୍ମ ସମନ୍ୱୟ ହିଁ ଭାରତୀୟତାର ପରିଚୟ ।	[6, 762, 318, 971]
sudoku-cell[interactable]: 4	[1351, 1852, 1384, 1885]
ei-bharatare-section	[1172, 6, 1494, 572]
solution-cell: 1	[1325, 2177, 1345, 2197]
jain-hand-icon: ✋	[686, 1122, 722, 1155]
sudoku-cell[interactable]: 3	[1451, 1952, 1484, 1985]
om-icon: ॐ	[724, 1119, 756, 1159]
solution-cell: 9	[1325, 2117, 1345, 2137]
solution-cell: 2	[1325, 2237, 1345, 2257]
sudoku-cell[interactable]: 5	[1317, 1885, 1350, 1918]
chirantani-box	[6, 6, 318, 168]
sudoku-cell[interactable]: 3	[1317, 1819, 1350, 1852]
email-advt2[interactable]: miku11@yahoo.com (Use only for advertisements, commercial queries)	[1190, 1207, 1476, 1232]
